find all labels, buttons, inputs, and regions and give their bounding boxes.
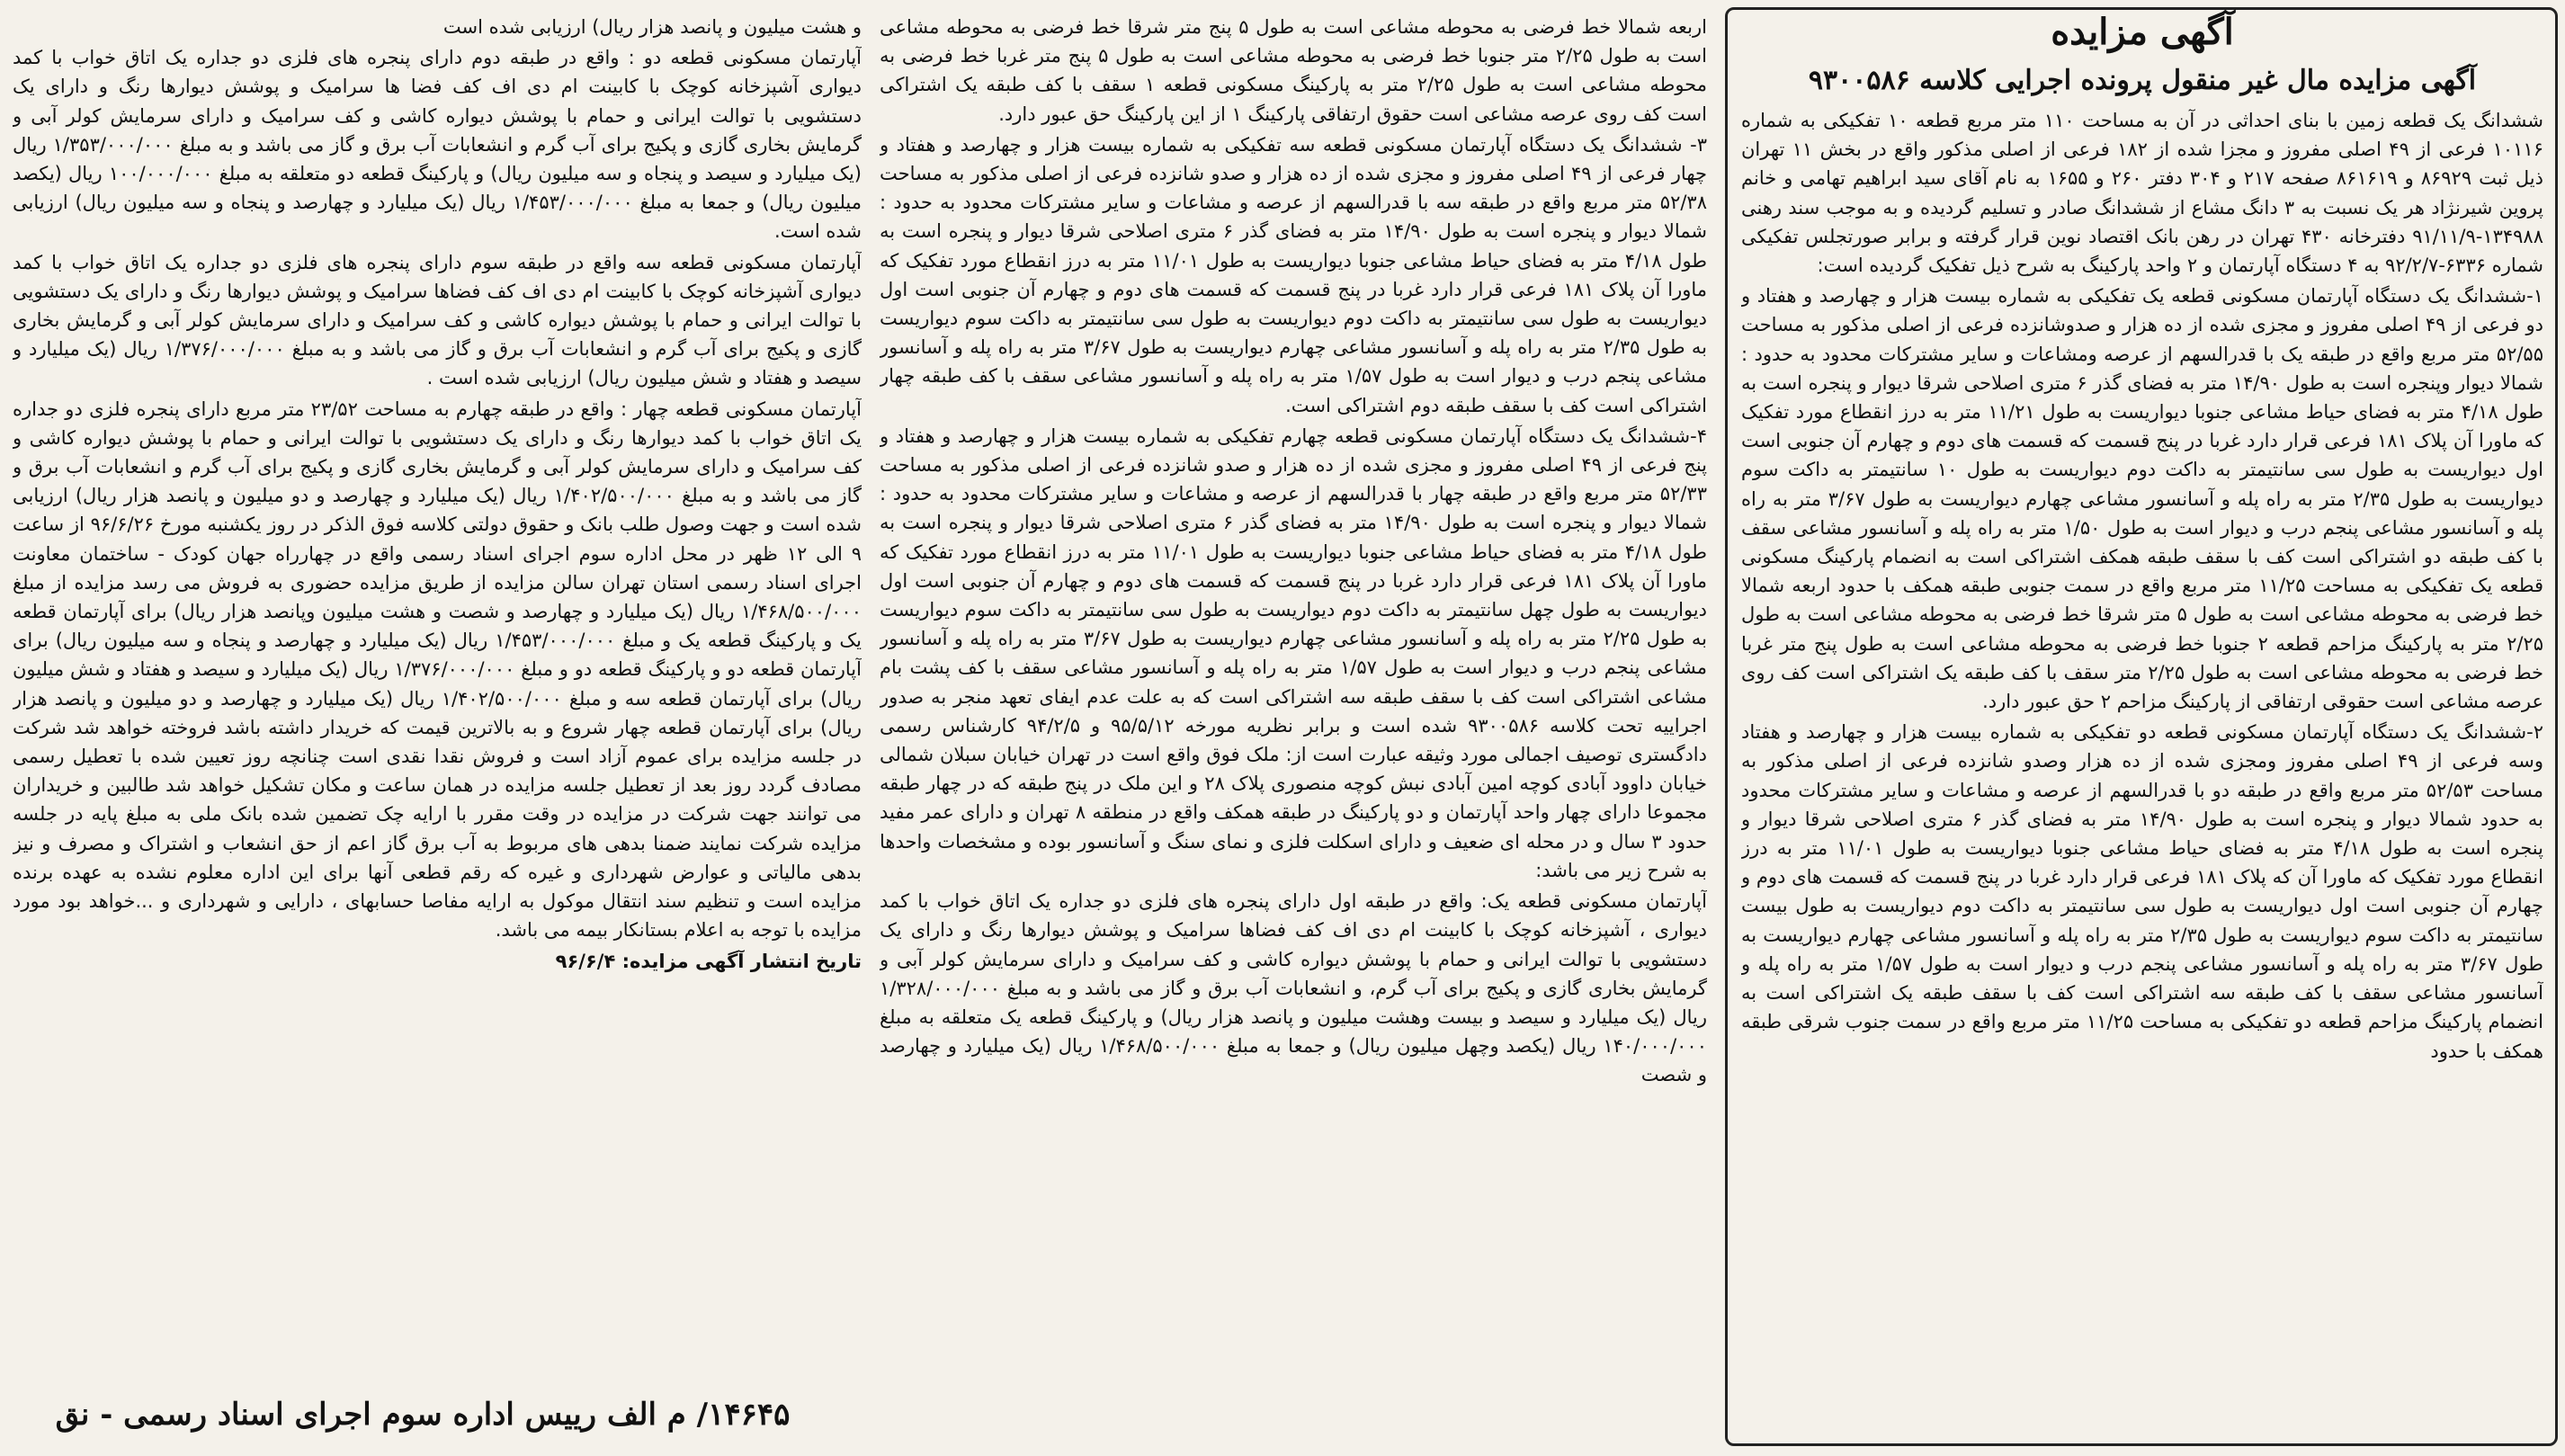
paragraph: ۴-ششدانگ یک دستگاه آپارتمان مسکونی قطعه چهارم تفکیکی به شماره بیست هزار و چهارصد و هفتاد و پنج فرعی از ۴۹ اصلی مفروز و مجزی شده از ده هزار و صدو شانزده فرعی از اصلی مذکور به مساحت ۵۲/۳۳ متر مربع واقع در طبقه چهار با قدرالسهم از عرصه و مشاعات و سایر مشترکات محدود به حدود : شمالا دیوار و پنجره است به طول ۱۴/۹۰ متر به فضای گذر ۶ متری اصلاحی شرقا دیوار و پنجره است به طول ۴/۱۸ متر به فضای حیاط مشاعی جنوبا دیواریست به طول ۱۱/۰۱ متر به درز انقطاع مورد تفکیک که ماورا آن پلاک ۱۸۱ فرعی قرار دارد غربا در پنج قسمت که قسمت های دوم و چهارم آن جنوبی است اول دیواریست به طول چهل سانتیمتر به داکت دوم دیواریست به طول سی سانتیمتر به داکت سوم دیواریست به طول ۲/۲۵ متر به راه پله و آسانسور مشاعی چهارم دیواریست به طول ۳/۶۷ متر به راه پله و آسانسور مشاعی پنجم درب و دیوار است به طول ۱/۵۷ متر به راه پله و آسانسور مشاعی سقف با کف پشت بام مشاعی اشتراکی است کف با سقف طبقه سه اشتراکی است که به علت عدم ایفای تعهد منجر به صدور اجراییه تحت کلاسه ۹۳۰۰۵۸۶ شده است و برابر نظریه مورخه ۹۵/۵/۱۲ و ۹۴/۲/۵ کارشناس رسمی دادگستری توصیف اجمالی مورد وثیقه عبارت است از: ملک فوق واقع است در تهران خیابان سبلان شمالی خیابان داوود آبادی کوچه امین آبادی نبش کوچه منصوری پلاک ۲۸ و این ملک در پنج طبقه که در چهار طبقه مجموعا دارای چهار واحد آپارتمان و دو پارکینگ در طبقه همکف واقع در منطقه ۸ تهران و دارای عمر مفید حدود ۳ سال و در محله ای ضعیف و دارای اسکلت فلزی و نمای سنگ و آسانسور بوده و مشخصات واحدها به شرح زیر می باشد: xyxy=(880,424,1707,881)
paragraph: اربعه شمالا خط فرضی به محوطه مشاعی است به طول ۵ پنج متر شرقا خط فرضی به محوطه مشاعی است به طول ۲/۲۵ متر جنوبا خط فرضی به محوطه مشاعی است به طول ۵ پنج متر غربا خط فرضی به محوطه مشاعی است به طول ۲/۲۵ متر به پارکینگ مسکونی قطعه ۱ سقف با کف طبقه یک اشتراکی است کف روی عرصه مشاعی است حقوق ارتفاقی پارکینگ ۱ از این پارکینگ حق عبور دارد. xyxy=(880,16,1707,125)
notice-title: آگهی مزایده xyxy=(2051,11,2234,53)
paragraph: و هشت میلیون و پانصد هزار ریال) ارزیابی شده است xyxy=(442,16,862,38)
paragraph: آپارتمان مسکونی قطعه چهار : واقع در طبقه چهارم به مساحت ۲۳/۵۲ متر مربع دارای پنجره فلزی دو جداره یک اتاق خواب با کمد دیوارها رنگ و دارای یک دستشویی با توالت ایرانی و حمام با پوشش دیواره کاشی و کف سرامیک و دارای سرمایش کولر آبی و گرمایش بخاری گازی و پکیج برای آب گرم و انشعابات آب برق و گاز می باشد و به مبلغ ۱/۴۰۲/۵۰۰/۰۰۰ ریال (یک میلیارد و چهارصد و دو میلیون و پانصد هزار ریال) ارزیابی شده است و جهت وصول طلب بانک و حقوق دولتی کلاسه فوق الذکر در روز یکشنبه مورخ ۹۶/۶/۲۶ از ساعت ۹ الی ۱۲ ظهر در محل اداره سوم اجرای اسناد رسمی واقع در چهارراه جهان کودک - ساختمان معاونت اجرای اسناد رسمی استان تهران سالن مزایده از طریق مزایده حضوری به فروش می رسد مزایده از مبلغ ۱/۴۶۸/۵۰۰/۰۰۰ ریال (یک میلیارد و چهارصد و شصت و هشت میلیون وپانصد هزار ریال) برای آپارتمان قطعه یک و پارکینگ قطعه یک و مبلغ ۱/۴۵۳/۰۰۰/۰۰۰ ریال (یک میلیارد و چهارصد و پنجاه و سه میلیون ریال) برای آپارتمان قطعه دو و پارکینگ قطعه دو و مبلغ ۱/۳۷۶/۰۰۰/۰۰۰ ریال (یک میلیارد و سیصد و هفتاد و شش میلیون ریال) برای آپارتمان قطعه سه و مبلغ ۱/۴۰۲/۵۰۰/۰۰۰ ریال (یک میلیارد و چهارصد و دو میلیون و پانصد هزار ریال) برای آپارتمان قطعه چهار شروع و به بالاترین قیمت که خریدار داشته باشد فروخته خواهد شد شرکت در جلسه مزایده برای عموم آزاد است و فروش نقدا نقدی است چنانچه روز تعیین شده با تعطیل رسمی مصادف گردد روز بعد از تعطیل جلسه مزایده در همان ساعت و مکان تشکیل خواهد شد طالبین و خریداران می توانند جهت شرکت در مزایده در وقت مقرر با ارایه چک تضمین شده بانک ملی به مبلغ پایه در جلسه مزایده شرکت نمایند ضمنا بدهی های مربوط به آب برق گاز اعم از حق انشعاب و اشتراک و مصرف و نیز بدهی مالیاتی و عوارض شهرداری و غیره که رقم قطعی آنها برای این اداره معلوم نشده به عهده برنده مزایده است و تنظیم سند انتقال موکول به ارایه مفاصا حسابهای ، دارایی و شهرداری و ...خواهد بود مورد مزایده با توجه به اعلام بستانکار بیمه می باشد. xyxy=(13,397,862,942)
paragraph: آپارتمان مسکونی قطعه سه واقع در طبقه سوم دارای پنجره های فلزی دو جداره یک اتاق خواب با کمد دیواری آشپزخانه کوچک با کابینت ام دی اف کف فضاها سرامیک و پوشش دیوارها رنگ و دارای یک دستشویی با توالت ایرانی و حمام با پوشش دیواره کاشی و کف سرامیک و دارای سرمایش کولر آبی و گرمایش بخاری گازی و پکیج برای آب گرم و انشعابات آب برق و گاز می باشد و به مبلغ ۱/۳۷۶/۰۰۰/۰۰۰ ریال (یک میلیارد و سیصد و هفتاد و شش میلیون ریال) ارزیابی شده است . xyxy=(13,251,862,389)
publication-date: تاریخ انتشار آگهی مزایده: ۹۶/۶/۴ xyxy=(555,950,862,972)
column-left xyxy=(13,13,862,1389)
paragraph: آپارتمان مسکونی قطعه یک: واقع در طبقه اول دارای پنجره های فلزی دو جداره یک اتاق خواب با کمد دیواری ، آشپزخانه کوچک با کابینت ام دی اف کف فضاها سرامیک و پوشش دیوارها رنگ و دارای یک دستشویی با توالت ایرانی و حمام با پوشش دیواره کاشی و کف سرامیک و دارای سرمایش کولر آبی و گرمایش بخاری گازی و پکیج برای آب گرم، و انشعابات آب برق و گاز می باشد و به مبلغ ۱/۳۲۸/۰۰۰/۰۰۰ ریال (یک میلیارد و سیصد و بیست وهشت میلیون و پانصد هزار ریال) و پارکینگ قطعه یک متعلقه به مبلغ ۱۴۰/۰۰۰/۰۰۰ ریال (یکصد وچهل میلیون ریال) و جمعا به مبلغ ۱/۴۶۸/۵۰۰/۰۰۰ ریال (یک میلیارد و چهارصد و شصت xyxy=(880,890,1707,1086)
paragraph: ۱-ششدانگ یک دستگاه آپارتمان مسکونی قطعه یک تفکیکی به شماره بیست هزار و چهارصد و هفتاد و دو فرعی از ۴۹ اصلی مفروز و مجزی شده از ده هزار و صدوشانزده فرعی از اصلی مذکور به مساحت ۵۲/۵۵ متر مربع واقع در طبقه یک با قدرالسهم از عرصه ومشاعات و سایر مشترکات محدود به حدود : شمالا دیوار وپنجره است به طول ۱۴/۹۰ متر به فضای گذر ۶ متری اصلاحی شرقا دیوار و پنجره است به طول ۴/۱۸ متر به فضای حیاط مشاعی جنوبا دیواریست به طول ۱۱/۲۱ متر به درز انقطاع مورد تفکیک که ماورا آن پلاک ۱۸۱ فرعی قرار دارد غربا در پنج قسمت که قسمت های دوم و چهارم آن جنوبی است اول دیواریست به طول سی سانتیمتر به داکت دوم دیواریست به طول ۱۰ سانتیمتر به داکت سوم دیواریست به طول ۲/۳۵ متر به راه پله و آسانسور مشاعی چهارم دیواریست به طول ۳/۶۷ متر به راه پله و آسانسور مشاعی پنجم درب و دیوار است به طول ۱/۵۰ متر به راه پله و آسانسور مشاعی سقف با کف طبقه دو اشتراکی است کف با سقف طبقه همکف اشتراکی است به انضمام پارکینگ مسکونی قطعه یک تفکیکی به مساحت ۱۱/۲۵ متر مربع واقع در سمت جنوبی طبقه همکف با حدود اربعه شمالا خط فرضی به محوطه مشاعی است به طول ۵ متر شرقا خط فرضی به محوطه مشاعی است به طول ۲/۲۵ متر به پارکینگ مزاحم قطعه ۲ جنوبا خط فرضی به محوطه مشاعی است به طول پنج متر غربا خط فرضی به محوطه مشاعی است به طول ۲/۲۵ متر سقف با کف طبقه یک اشتراکی است کف روی عرصه مشاعی است حقوقی ارتفاقی از پارکینگ مزاحم ۲ حق عبور دارد. xyxy=(1741,285,2543,713)
paragraph: ۲-ششدانگ یک دستگاه آپارتمان مسکونی قطعه دو تفکیکی به شماره بیست هزار و چهارصد و هفتاد وسه فرعی از ۴۹ اصلی مفروز ومجزی شده از ده هزار وصدو شانزده فرعی از اصلی مذکور به مساحت ۵۲/۵۳ متر مربع واقع در طبقه دو با قدرالسهم از عرصه و مشاعات و سایر مشترکات محدود به حدود شمالا دیوار و پنجره است به طول ۱۴/۹۰ متر به فضای گذر ۶ متری اصلاحی شرقا دیوار و پنجره است به طول ۴/۱۸ متر به فضای حیاط مشاعی جنوبا دیواریست به طول ۱۱/۰۱ متر به درز انقطاع مورد تفکیک که ماورا آن که پلاک ۱۸۱ فرعی قرار دارد غربا در پنج قسمت که قسمت های دوم و چهارم آن جنوبی است اول دیواریست به طول سی سانتیمتر به داکت دوم دیواریست به طول بیست سانتیمتر به داکت سوم دیواریست به طول ۲/۳۵ متر به راه پله و آسانسور مشاعی چهارم دیواریست به طول ۳/۶۷ متر به راه پله و آسانسور مشاعی پنجم درب و دیوار است به طول ۱/۵۷ متر به راه پله و آسانسور مشاعی سقف با کف طبقه سه اشتراکی است کف با سقف طبقه یک اشتراکی است به انضمام پارکینگ مزاحم قطعه دو تفکیکی به مساحت ۱۱/۲۵ متر مربع واقع در سمت جنوب شرقی طبقه همکف با حدود xyxy=(1741,721,2543,1062)
paragraph: آپارتمان مسکونی قطعه دو : واقع در طبقه دوم دارای پنجره های فلزی دو جداره یک اتاق خواب با کمد دیواری آشپزخانه کوچک با کابینت ام دی اف کف فضا ها سرامیک و پوشش دیوارها رنگ و دارای یک دستشویی با توالت ایرانی و حمام با پوشش دیواره کاشی و کف سرامیک و دارای سرمایش کولر آبی و گرمایش بخاری گازی و پکیج برای آب گرم و انشعابات آب برق و گاز می باشد و به مبلغ ۱/۳۵۳/۰۰۰/۰۰۰ ریال (یک میلیارد و سیصد و پنجاه و سه میلیون ریال) و پارکینگ قطعه دو متعلقه به مبلغ ۱۰۰/۰۰۰/۰۰۰ ریال (یکصد میلیون ریال) و جمعا به مبلغ ۱/۴۵۳/۰۰۰/۰۰۰ ریال (یک میلیارد و چهارصد و پنجاه و سه میلیون ریال) ارزیابی شده است. xyxy=(13,47,862,243)
paragraph: ششدانگ یک قطعه زمین با بنای احداثی در آن به مساحت ۱۱۰ متر مربع قطعه ۱۰ تفکیکی به شماره ۱۰۱۱۶ فرعی از ۴۹ اصلی مفروز و مجزا شده از ۱۸۲ فرعی از اصلی مذکور واقع در بخش ۱۱ تهران ذیل ثبت ۸۶۹۲۹ و ۸۶۱۶۱۹ صفحه ۲۱۷ و ۳۰۴ دفتر ۲۶۰ و ۱۶۵۵ به نام آقای سید ابراهیم تهامی و خانم پروین شیرنژاد هر یک نسبت به ۳ دانگ مشاع از ششدانگ صادر و تسلیم گردیده و به موجب سند رهنی ۱۳۴۹۸۸-۹۱/۱۱/۹ دفترخانه ۴۳۰ تهران در رهن بانک اقتصاد نوین قرار گرفته و برابر صورتجلس تفکیکی شماره ۶۳۳۶-۹۲/۲/۷ به ۴ دستگاه آپارتمان و ۲ واحد پارکینگ به شرح ذیل تفکیک گردیده است: xyxy=(1741,110,2543,277)
column-middle xyxy=(880,13,1707,1434)
signature-line: ۱۴۶۴۵/ م الف رییس اداره سوم اجرای اسناد رسمی - نق xyxy=(55,1397,791,1433)
notice-subtitle: آگهی مزایده مال غیر منقول پرونده اجرایی کلاسه ۹۳۰۰۵۸۶ xyxy=(1808,65,2477,96)
paragraph: ۳- ششدانگ یک دستگاه آپارتمان مسکونی قطعه سه تفکیکی به شماره بیست هزار و چهارصد و هفتاد و چهار فرعی از ۴۹ اصلی مفروز و مجزی شده از ده هزار و صدو شانزده فرعی از اصلی مذکور به مساحت ۵۲/۳۸ متر مربع واقع در طبقه سه با قدرالسهم از عرصه و مشاعات و سایر مشترکات محدود به حدود : شمالا دیوار و پنجره است به طول ۱۴/۹۰ متر به فضای گذر ۶ متری اصلاحی شرقا دیوار و پنجره است به طول ۴/۱۸ متر به فضای حیاط مشاعی جنوبا دیواریست به طول ۱۱/۰۱ متر به درز انقطاع مورد تفکیک که ماورا آن پلاک ۱۸۱ فرعی قرار دارد غربا در پنج قسمت که قسمت های دوم و چهارم آن جنوبی است اول دیواریست به طول سی سانتیمتر به داکت دوم دیواریست به طول سی سانتیمتر به داکت سوم دیواریست به طول ۲/۳۵ متر به راه پله و آسانسور مشاعی چهارم دیواریست به طول ۳/۶۷ متر به راه پله و آسانسور مشاعی پنجم درب و دیوار است به طول ۱/۵۷ متر به راه پله و آسانسور مشاعی سقف با کف طبقه چهار اشتراکی است کف با سقف طبقه دوم اشتراکی است. xyxy=(880,133,1707,416)
column-right xyxy=(1741,9,2543,1430)
